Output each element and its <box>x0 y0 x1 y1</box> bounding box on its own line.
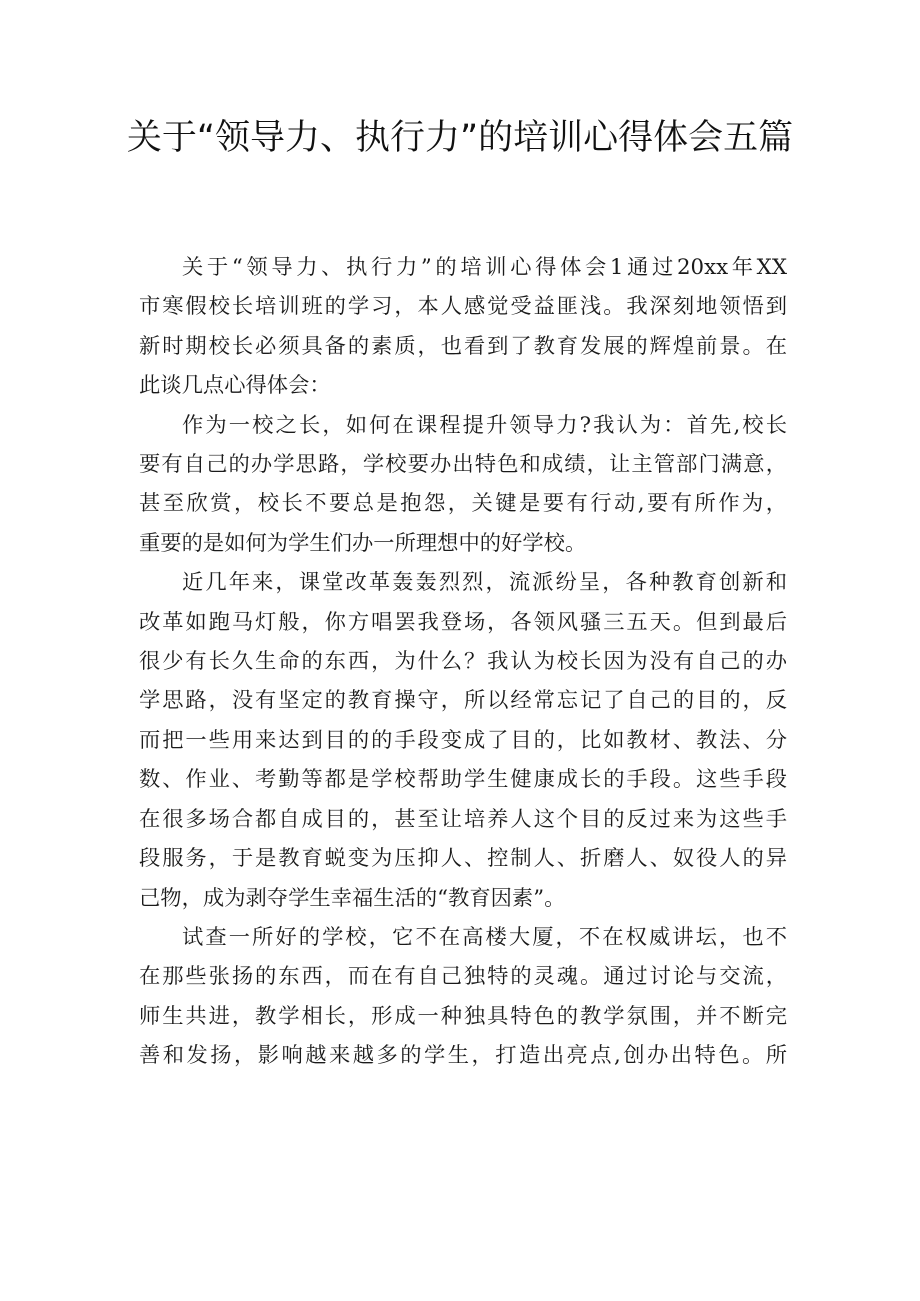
text-line: 关于“领导力、执行力”的培训心得体会1通过20xx年XX <box>182 255 787 280</box>
text-line: 新时期校长必须具备的素质，也看到了教育发展的辉煌前景。在 <box>139 333 787 359</box>
paragraph-3 <box>139 563 787 918</box>
paragraph-2 <box>139 406 787 564</box>
text-line: 此谈几点心得体会： <box>139 373 331 399</box>
text-line: 段服务，于是教育蜕变为压抑人、控制人、折磨人、奴役人的异 <box>139 846 787 872</box>
paragraph-1 <box>139 248 787 406</box>
document-title: 关于“领导力、执行力”的培训心得体会五篇 <box>126 118 794 158</box>
text-line: 己物，成为剥夺学生幸福生活的“教育因素”。 <box>139 885 566 911</box>
text-line: 善和发扬，影响越来越多的学生，打造出亮点,创办出特色。所 <box>139 1043 787 1069</box>
text-line: 很少有长久生命的东西，为什么？我认为校长因为没有自己的办 <box>139 649 787 675</box>
text-line: 市寒假校长培训班的学习，本人感觉受益匪浅。我深刻地领悟到 <box>139 294 787 320</box>
text-line: 在很多场合都自成目的，甚至让培养人这个目的反过来为这些手 <box>139 806 787 832</box>
text-line: 而把一些用来达到目的的手段变成了目的，比如教材、教法、分 <box>139 727 787 753</box>
text-line: 甚至欣赏，校长不要总是抱怨，关键是要有行动,要有所作为， <box>139 491 787 517</box>
text-line: 作为一校之长，如何在课程提升领导力?我认为：首先,校长 <box>182 412 787 438</box>
text-line: 数、作业、考勤等都是学校帮助学生健康成长的手段。这些手段 <box>139 767 787 793</box>
text-line: 在那些张扬的东西，而在有自己独特的灵魂。通过讨论与交流， <box>139 964 787 990</box>
text-line: 师生共进，教学相长，形成一种独具特色的教学氛围，并不断完 <box>139 1003 787 1029</box>
text-line: 学思路，没有坚定的教育操守，所以经常忘记了自己的目的，反 <box>139 688 787 714</box>
text-line: 要有自己的办学思路，学校要办出特色和成绩，让主管部门满意， <box>139 452 787 478</box>
text-line: 重要的是如何为学生们办一所理想中的好学校。 <box>139 530 587 556</box>
text-line: 试查一所好的学校，它不在高楼大厦，不在权威讲坛，也不 <box>182 924 787 950</box>
document-body <box>139 248 787 1076</box>
text-line: 近几年来，课堂改革轰轰烈烈，流派纷呈，各种教育创新和 <box>182 570 787 596</box>
text-line: 改革如跑马灯般，你方唱罢我登场，各领风骚三五天。但到最后 <box>139 609 787 635</box>
paragraph-4 <box>139 918 787 1076</box>
